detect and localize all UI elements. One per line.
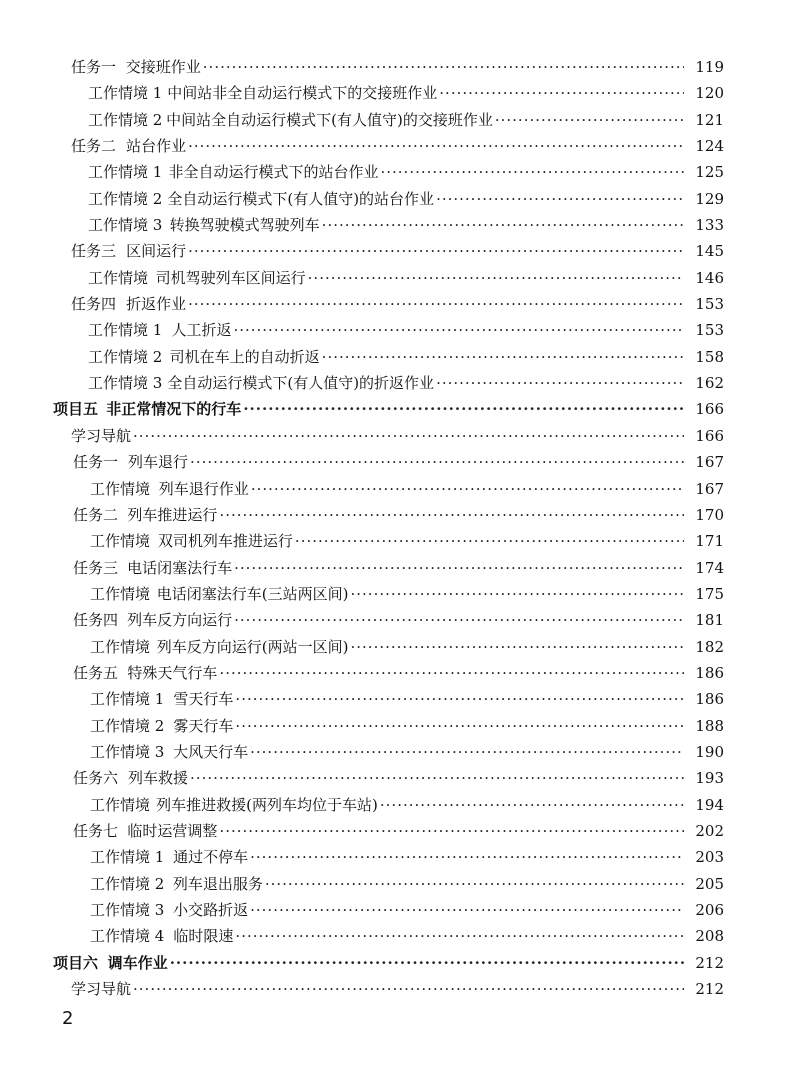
toc-page-number: 166 [695,400,724,419]
toc-entry-number: 工作情境 2 [88,189,163,208]
dot-leader [250,897,684,923]
toc-situation-row[interactable] [0,80,790,106]
toc-entry-number: 工作情境 [90,532,151,551]
toc-entry-number: 任务二 [73,505,119,524]
toc-page-number: 162 [695,374,724,393]
toc-task-row[interactable] [0,555,790,581]
toc-page-number: 194 [695,795,724,814]
dot-leader [308,265,684,291]
toc-entry-number: 工作情境 1 [90,690,165,709]
toc-page-number: 120 [695,84,724,103]
toc-entry-number: 工作情境 3 [90,742,165,761]
toc-task-row[interactable] [0,660,790,686]
toc-page-number: 145 [695,242,724,261]
dot-leader [188,133,684,159]
toc-page-number: 158 [695,347,724,366]
toc-entry-number: 工作情境 [90,584,151,603]
toc-entry-number: 工作情境 4 [90,927,165,946]
toc-page-number: 170 [695,505,724,524]
dot-leader [203,54,684,80]
dot-leader [234,607,684,633]
toc-entry-number: 任务一 [73,453,119,472]
toc-task-row[interactable] [0,607,790,633]
dot-leader [251,476,684,502]
toc-page-number: 174 [695,558,724,577]
toc-entry-number: 工作情境 1 [88,84,163,103]
toc-entry-number: 工作情境 3 [88,374,163,393]
toc-entry-number: 工作情境 [88,268,149,287]
toc-situation-row[interactable] [0,686,790,712]
dot-leader [439,80,684,106]
toc-entry-number: 任务三 [71,242,117,261]
dot-leader [250,844,684,870]
toc-page-number: 166 [695,426,724,445]
toc-page-number: 119 [695,58,724,76]
toc-entry-number: 任务二 [71,137,117,156]
toc-situation-row[interactable] [0,844,790,870]
toc-entry-title: 小交路折返 [173,901,249,919]
toc-entry-title: 列车退行 [128,453,189,472]
toc-entry-title: 列车退行作业 [158,479,249,498]
toc-entry-title: 中间站全自动运行模式下(有人值守)的交接班作业 [166,110,493,129]
dot-leader [322,212,684,238]
toc-entry-title: 司机在车上的自动折返 [169,347,320,366]
toc-entry-title: 非正常情况下的行车 [106,400,242,419]
dot-leader [250,739,684,765]
toc-entry-title: 全自动运行模式下(有人值守)的站台作业 [167,189,435,208]
toc-page-number: 186 [695,690,724,709]
dot-leader [351,634,685,660]
toc-situation-row[interactable] [0,713,790,739]
toc-entry-number: 工作情境 [90,637,151,656]
dot-leader [219,502,684,528]
toc-entry-number: 任务五 [73,663,119,682]
toc-entry-title: 电话闭塞法行车 [127,558,233,577]
toc-entry-title: 列车反方向运行(两站一区间) [156,637,349,656]
toc-situation-row[interactable] [0,476,790,502]
toc-situation-row[interactable] [0,581,790,607]
toc-situation-row[interactable] [0,739,790,765]
dot-leader [380,159,684,185]
toc-entry-number: 工作情境 1 [90,848,165,867]
toc-page-number: 167 [695,453,724,472]
toc-entry-number: 项目六 [53,953,99,972]
toc-entry-number: 工作情境 2 [88,110,163,129]
toc-page-number: 153 [695,321,724,340]
dot-leader [133,423,684,449]
dot-leader [436,370,684,396]
dot-leader [170,950,684,976]
dot-leader [322,344,684,370]
toc-entry-title: 雪天行车 [173,690,234,709]
toc-page-number: 175 [695,584,724,603]
toc-situation-row[interactable] [0,107,790,133]
toc-page-number: 153 [695,295,724,314]
toc-entry-number: 任务四 [71,295,117,314]
toc-page-number: 205 [695,874,724,893]
dot-leader [190,449,684,475]
toc-situation-row[interactable] [0,370,790,396]
dot-leader [380,792,684,818]
dot-leader [351,581,685,607]
toc-page-number: 206 [695,901,724,919]
toc-page-number: 186 [695,663,724,682]
toc-situation-row[interactable] [0,317,790,343]
toc-page-number: 129 [695,189,724,208]
page-number: 2 [62,1008,74,1029]
dot-leader [495,107,684,133]
toc-entry-title: 列车退出服务 [172,874,263,893]
dot-leader [235,686,684,712]
toc-entry-title: 转换驾驶模式驾驶列车 [169,216,320,235]
toc-entry-title: 调车作业 [107,953,168,972]
toc-project-row[interactable] [0,950,790,976]
toc-entry-number: 工作情境 [90,479,151,498]
dot-leader [235,713,684,739]
toc-entry-title: 大风天行车 [173,742,249,761]
toc-situation-row[interactable] [0,344,790,370]
toc-entry-title: 司机驾驶列车区间运行 [155,268,306,287]
toc-page-number: 182 [695,637,724,656]
toc-entry-title: 折返作业 [126,295,187,314]
toc-entry-title: 站台作业 [126,137,187,156]
toc-page-number: 167 [695,479,724,498]
toc-page-number: 181 [695,611,724,630]
toc-entry-number: 工作情境 1 [88,163,163,182]
dot-leader [235,923,684,949]
toc-page-number: 190 [695,742,724,761]
toc-page-number: 121 [695,110,724,129]
toc-project-row[interactable] [0,396,790,422]
toc-entry-number: 工作情境 3 [88,216,163,235]
toc-page-number: 146 [695,268,724,287]
toc-entry-title: 列车反方向运行 [127,611,233,630]
toc-task-row[interactable] [0,449,790,475]
toc-task-row[interactable] [0,291,790,317]
toc-entry-number: 任务六 [73,769,119,788]
toc-page-number: 208 [695,927,724,946]
dot-leader [234,555,684,581]
toc-entry-title: 电话闭塞法行车(三站两区间) [156,584,349,603]
toc-page-number: 212 [695,980,724,999]
toc-entry-title: 列车推进运行 [127,505,218,524]
toc-page-number: 171 [695,532,724,551]
dot-leader [219,818,684,844]
dot-leader [243,396,684,422]
toc-entry-title: 临时运营调整 [127,821,218,840]
toc-entry-title: 通过不停车 [173,848,249,867]
toc-situation-row[interactable] [0,923,790,949]
dot-leader [133,976,684,1002]
toc-entry-title: 学习导航 [71,426,132,445]
toc-page-number: 202 [695,821,724,840]
toc-entry-number: 工作情境 2 [90,716,165,735]
toc-situation-row[interactable] [0,186,790,212]
dot-leader [188,291,684,317]
toc-entry-number: 工作情境 [90,795,151,814]
toc-entry-number: 任务一 [71,58,117,76]
toc-entry-number: 任务七 [73,821,119,840]
toc-entry-title: 非全自动运行模式下的站台作业 [168,163,379,182]
toc-entry-title: 交接班作业 [125,58,201,76]
toc-task-row[interactable] [0,133,790,159]
toc-situation-row[interactable] [0,212,790,238]
toc-page-number: 124 [695,137,724,156]
toc-entry-number: 工作情境 2 [88,347,163,366]
toc-entry-number: 项目五 [53,400,99,419]
toc-entry-title: 特殊天气行车 [127,663,218,682]
toc-page-number: 193 [695,769,724,788]
toc-page-number: 125 [695,163,724,182]
toc-task-row[interactable] [0,423,790,449]
table-of-contents [0,54,790,1002]
toc-entry-title: 雾天行车 [173,716,234,735]
toc-task-row[interactable] [0,502,790,528]
toc-task-row[interactable] [0,818,790,844]
toc-entry-number: 工作情境 2 [90,874,165,893]
toc-page-number: 212 [695,953,724,972]
toc-situation-row[interactable] [0,792,790,818]
toc-entry-number: 任务四 [73,611,119,630]
toc-situation-row[interactable] [0,871,790,897]
toc-entry-title: 列车救援 [128,769,189,788]
toc-page-number: 203 [695,848,724,867]
toc-entry-title: 人工折返 [171,321,232,340]
toc-situation-row[interactable] [0,528,790,554]
toc-entry-title: 双司机列车推进运行 [157,532,293,551]
toc-situation-row[interactable] [0,634,790,660]
toc-task-row[interactable] [0,976,790,1002]
dot-leader [436,186,684,212]
toc-situation-row[interactable] [0,897,790,923]
toc-page-number: 188 [695,716,724,735]
dot-leader [295,528,684,554]
toc-entry-number: 任务三 [73,558,119,577]
toc-entry-title: 区间运行 [126,242,187,261]
toc-situation-row[interactable] [0,159,790,185]
toc-entry-title: 列车推进救援(两列车均位于车站) [156,795,378,814]
toc-task-row[interactable] [0,238,790,264]
dot-leader [265,871,684,897]
toc-entry-number: 工作情境 3 [90,901,165,919]
toc-entry-title: 学习导航 [71,980,132,999]
toc-entry-title: 全自动运行模式下(有人值守)的折返作业 [167,374,435,393]
toc-task-row[interactable] [0,54,790,80]
toc-task-row[interactable] [0,765,790,791]
toc-entry-number: 工作情境 1 [88,321,163,340]
dot-leader [188,238,684,264]
dot-leader [219,660,684,686]
toc-page-number: 133 [695,216,724,235]
toc-situation-row[interactable] [0,265,790,291]
toc-entry-title: 临时限速 [173,927,234,946]
toc-entry-title: 中间站非全自动运行模式下的交接班作业 [167,84,438,103]
dot-leader [233,317,684,343]
dot-leader [190,765,684,791]
